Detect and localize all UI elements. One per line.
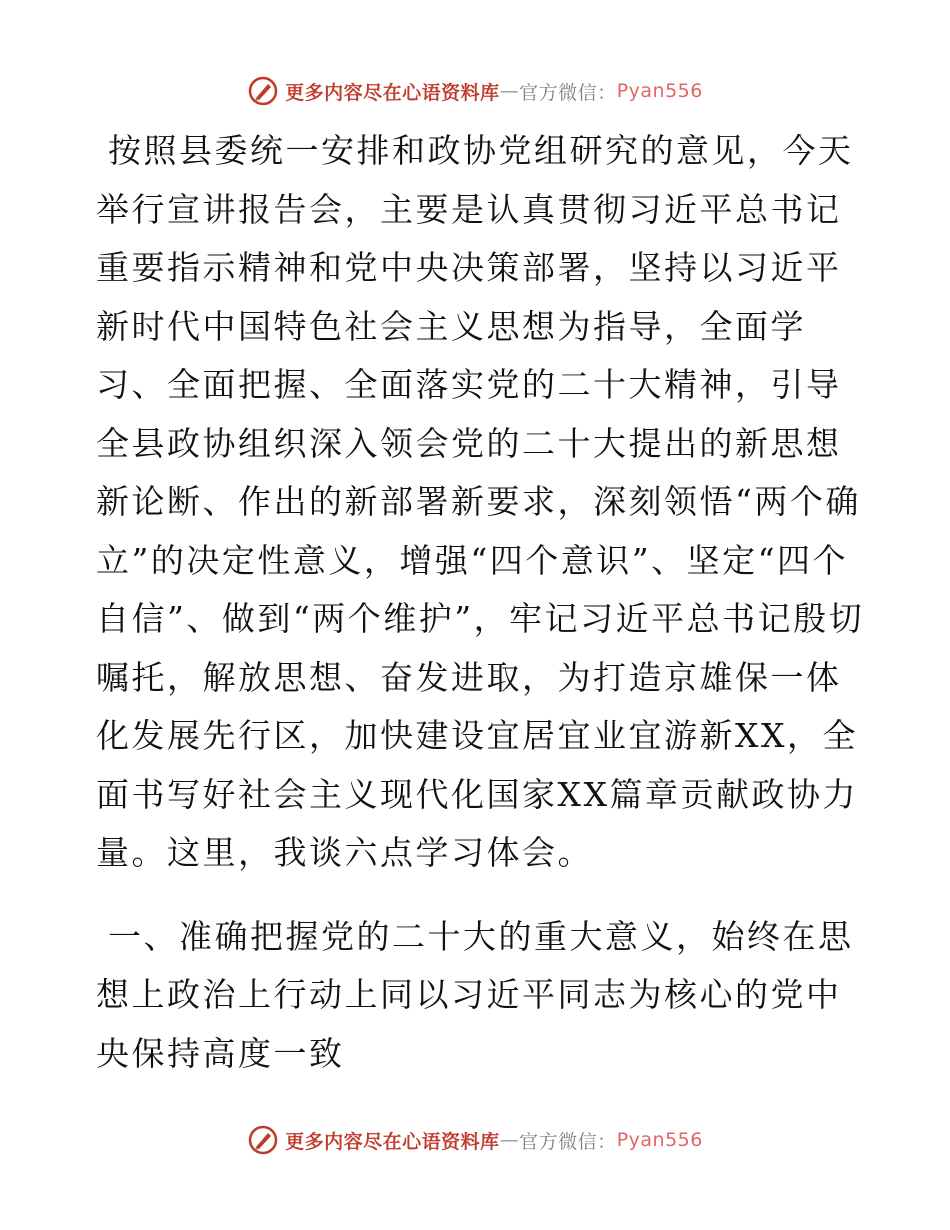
document-body [96,122,866,1083]
header-watermark [0,71,950,111]
footer-watermark [0,1120,950,1160]
watermark-dash: — [499,80,520,102]
watermark-official-label: 官方微信： [519,81,617,104]
watermark-main-text: 更多内容尽在心语资料库 [285,81,500,104]
watermark-official-label: 官方微信： [519,1130,617,1153]
watermark-dash: — [499,1129,520,1151]
watermark-account-id: Pyan556 [616,80,703,102]
watermark-account-id: Pyan556 [616,1129,703,1151]
section-heading-1: 一、准确把握党的二十大的重大意义，始终在思想上政治上行动上同以习近平同志为核心的党中央保持高度一致 [96,916,854,1073]
watermark-text [285,1127,703,1154]
pen-logo-icon [247,75,279,107]
pen-logo-icon [247,1124,279,1156]
watermark-text [285,78,703,105]
paragraph-intro: 按照县委统一安排和政协党组研究的意见，今天举行宣讲报告会，主要是认真贯彻习近平总书记重要指示精神和党中央决策部署，坚持以习近平新时代中国特色社会主义思想为指导，全面学习、全面把握、全面落实党的二十大精神，引导全县政协组织深入领会党的二十大提出的新思想新论断、作出的新部署新要求，深刻领悟“两个确立”的决定性意义，增强“四个意识”、坚定“四个自信”、做到“两个维护”，牢记习近平总书记殷切嘱托，解放思想、奋发进取，为打造京雄保一体化发展先行区，加快建设宜居宜业宜游新XX，全面书写好社会主义现代化国家XX篇章贡献政协力量。这里，我谈六点学习体会。 [96,131,865,872]
watermark-main-text: 更多内容尽在心语资料库 [285,1130,500,1153]
